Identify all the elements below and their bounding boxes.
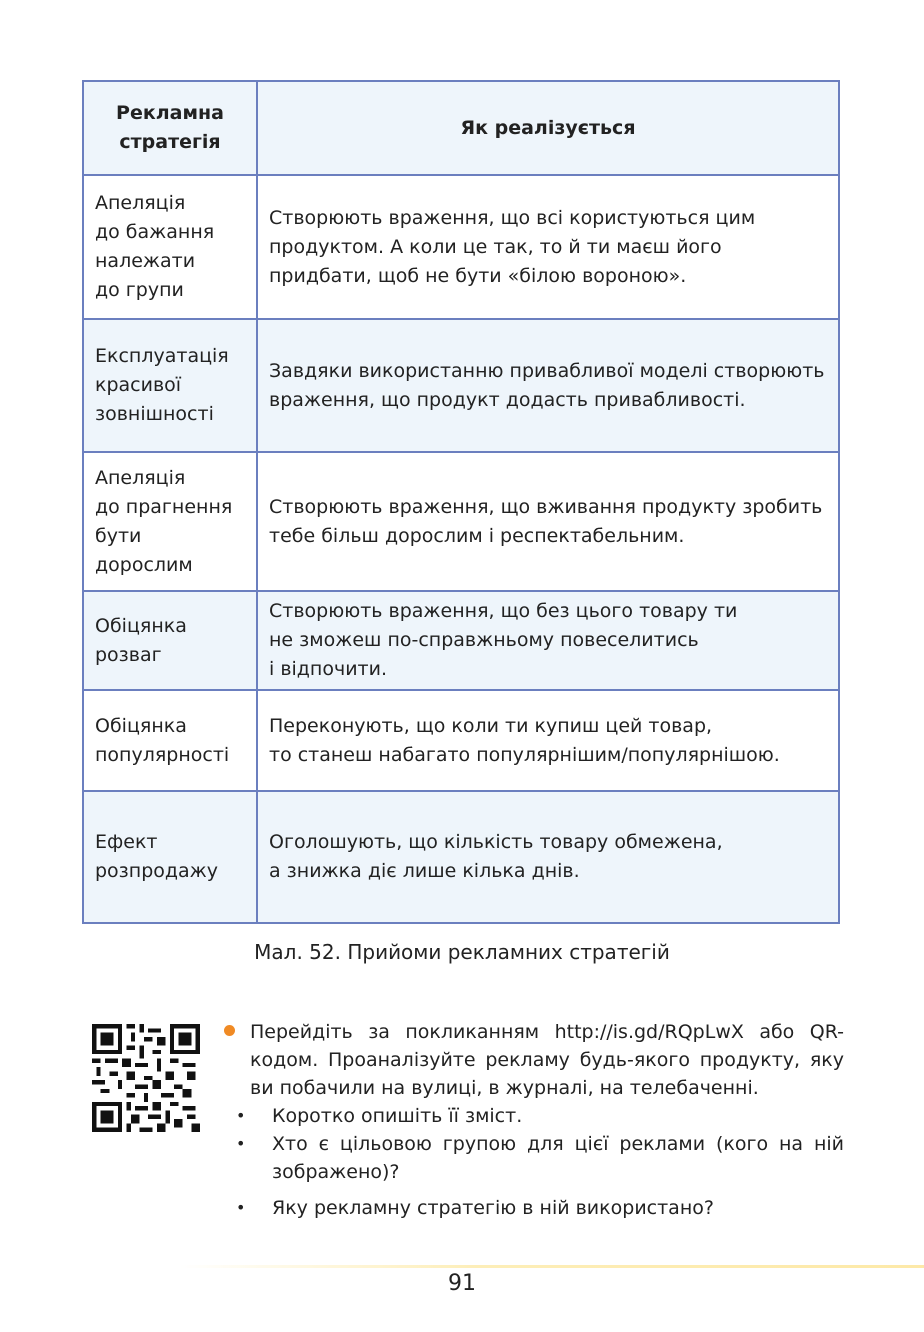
how-cell: Створюють враження, що вживання продукту зробить тебе більш дорослим і респектабельним. — [257, 452, 839, 591]
bullet-icon: • — [236, 1134, 246, 1153]
figure-caption: Мал. 52. Прийоми рекламних стратегій — [254, 940, 670, 964]
strategy-cell: Апеляція до бажання належати до групи — [83, 175, 257, 319]
qr-code-icon[interactable] — [92, 1024, 200, 1132]
task-block — [222, 1018, 844, 1222]
table-row — [83, 791, 839, 923]
how-cell: Переконують, що коли ти купиш цей товар, то станеш набагато популярнішим/популярнішою. — [257, 690, 839, 791]
orange-bullet-icon — [224, 1025, 235, 1036]
list-item-text: Яку рекламну стратегію в ній використано? — [272, 1197, 714, 1219]
table-row — [83, 591, 839, 690]
list-item — [222, 1102, 844, 1130]
task-main-text: Перейдіть за покликанням http://is.gd/RQpLwX або QR-кодом. Проаналізуйте рекламу будь-якого продукту, яку ви побачили на вулиці, в журналі, на телебаченні. — [250, 1021, 844, 1099]
strategy-cell: Ефект розпродажу — [83, 791, 257, 923]
bullet-icon: • — [236, 1106, 246, 1125]
table-row — [83, 452, 839, 591]
list-item — [222, 1130, 844, 1186]
how-cell: Оголошують, що кількість товару обмежена, а знижка діє лише кілька днів. — [257, 791, 839, 923]
header-how: Як реалізується — [257, 81, 839, 175]
how-cell: Створюють враження, що всі користуються цим продуктом. А коли це так, то й ти маєш його придбати, щоб не бути «білою вороною». — [257, 175, 839, 319]
table-row — [83, 690, 839, 791]
how-cell: Створюють враження, що без цього товару ти не зможеш по-справжньому повеселитись і відпочити. — [257, 591, 839, 690]
strategy-cell: Обіцянка розваг — [83, 591, 257, 690]
footer-divider — [180, 1265, 924, 1268]
how-cell: Завдяки використанню привабливої моделі створюють враження, що продукт додасть привабливості. — [257, 319, 839, 452]
header-strategy: Рекламна стратегія — [83, 81, 257, 175]
bullet-icon: • — [236, 1198, 246, 1217]
strategies-table — [82, 80, 840, 924]
strategy-cell: Експлуатація красивої зовнішності — [83, 319, 257, 452]
task-main — [222, 1018, 844, 1102]
table-header-row — [83, 81, 839, 175]
strategy-cell: Обіцянка популярності — [83, 690, 257, 791]
page-number: 91 — [448, 1271, 476, 1296]
table-row — [83, 319, 839, 452]
strategy-cell: Апеляція до прагнення бути дорослим — [83, 452, 257, 591]
table-row — [83, 175, 839, 319]
list-item — [222, 1194, 844, 1222]
list-item-text: Хто є цільовою групою для цієї реклами (кого на ній зображено)? — [272, 1133, 844, 1183]
list-item-text: Коротко опишіть її зміст. — [272, 1105, 523, 1127]
